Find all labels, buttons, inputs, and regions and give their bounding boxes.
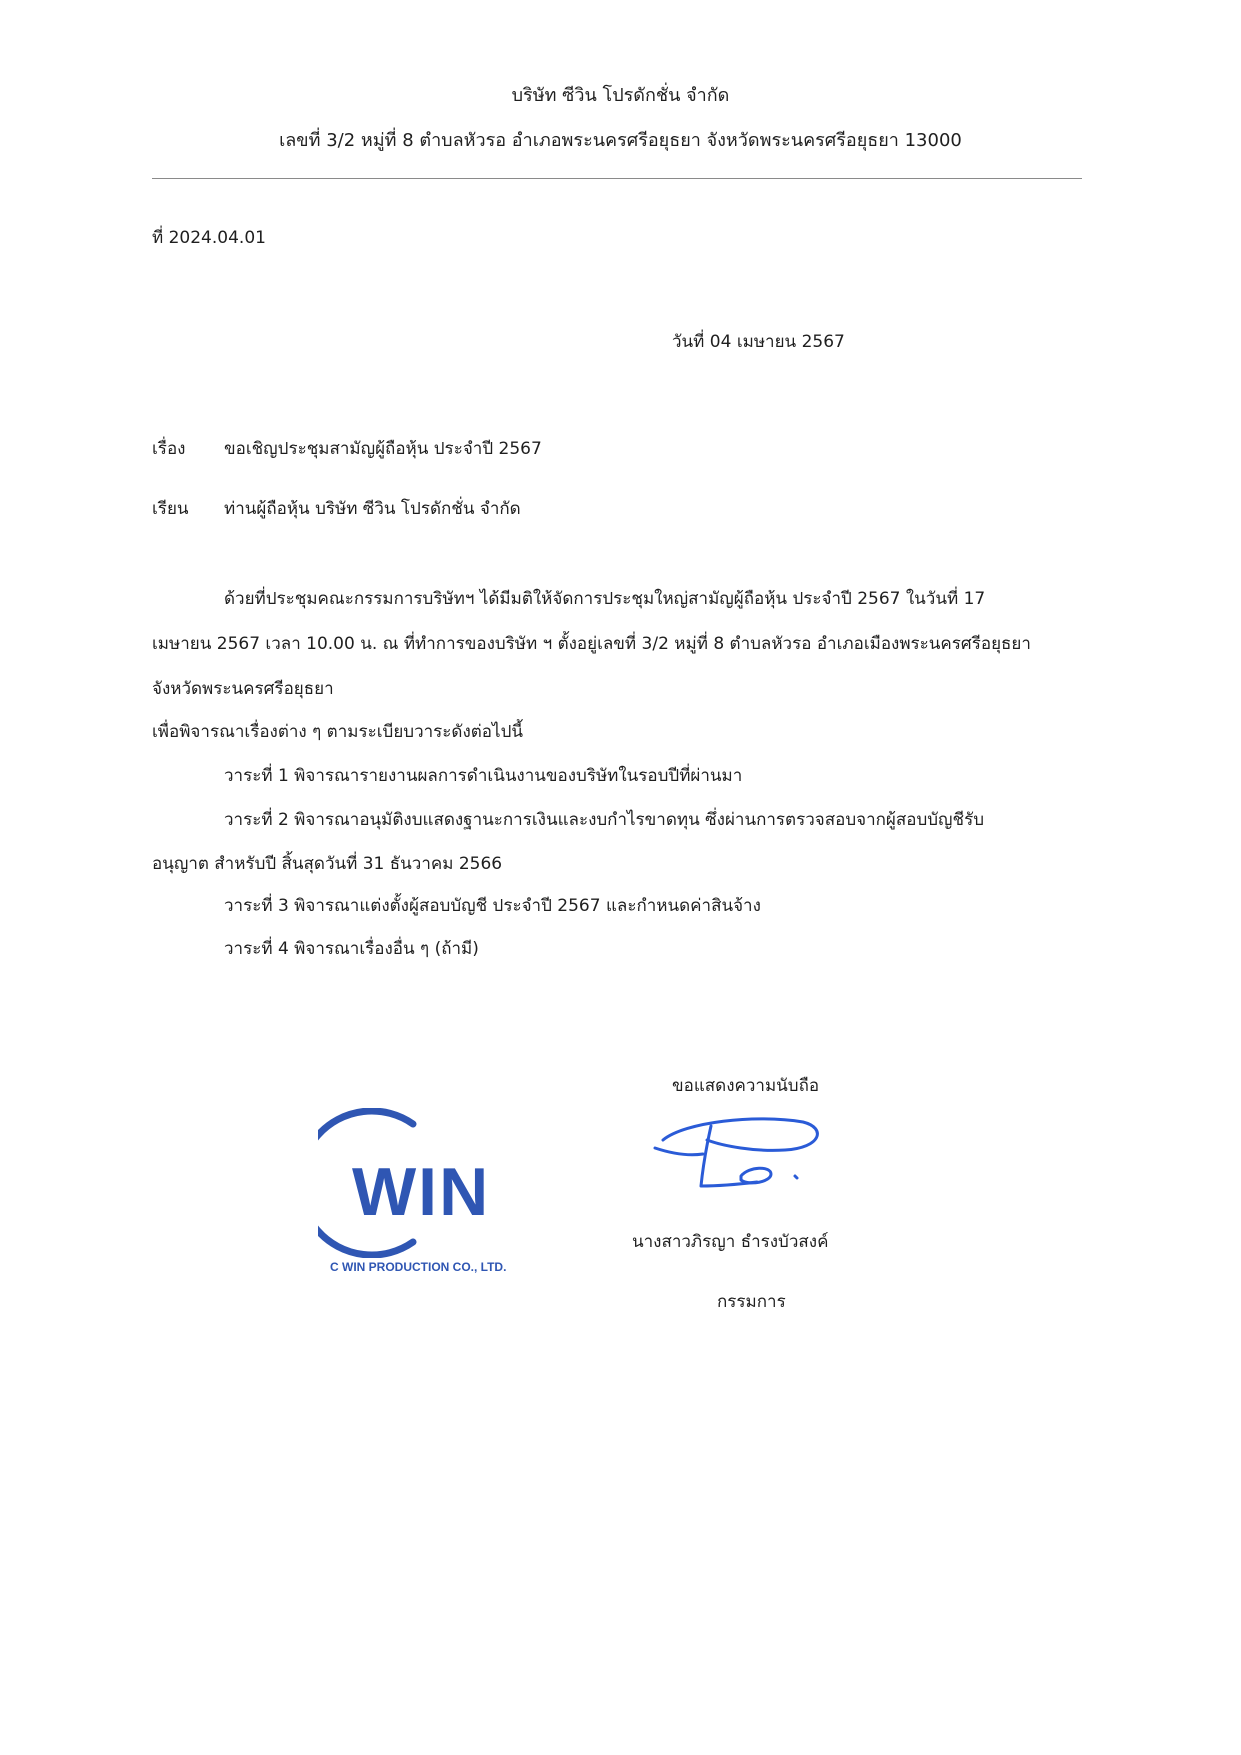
signer-name: นางสาวภิรญา ธำรงบัวสงค์ [632, 1232, 829, 1252]
company-address: เลขที่ 3/2 หมู่ที่ 8 ตำบลหัวรอ อำเภอพระนครศรีอยุธยา จังหวัดพระนครศรีอยุธยา 13000 [279, 130, 962, 151]
agenda-item-4: วาระที่ 4 พิจารณาเรื่องอื่น ๆ (ถ้ามี) [224, 939, 479, 959]
signature-mark [645, 1110, 845, 1200]
logo-caption: C WIN PRODUCTION CO., LTD. [330, 1260, 507, 1274]
body-line-4: เพื่อพิจารณาเรื่องต่าง ๆ ตามระเบียบวาระดังต่อไปนี้ [152, 722, 523, 742]
recipient-text: ท่านผู้ถือหุ้น บริษัท ซีวิน โปรดักชั่น จำกัด [224, 499, 521, 519]
agenda-item-2: วาระที่ 2 พิจารณาอนุมัติงบแสดงฐานะการเงินและงบกำไรขาดทุน ซึ่งผ่านการตรวจสอบจากผู้สอบบัญชีรับ [224, 810, 984, 830]
agenda-item-1: วาระที่ 1 พิจารณารายงานผลการดำเนินงานของบริษัทในรอบปีที่ผ่านมา [224, 766, 743, 786]
body-line-2: เมษายน 2567 เวลา 10.00 น. ณ ที่ทำการของบริษัท ฯ ตั้งอยู่เลขที่ 3/2 หมู่ที่ 8 ตำบลหัวรอ อำเภอเมืองพระนครศรีอยุธยา [152, 634, 1031, 654]
agenda-item-3: วาระที่ 3 พิจารณาแต่งตั้งผู้สอบบัญชี ประจำปี 2567 และกำหนดค่าสินจ้าง [224, 896, 761, 916]
company-logo [318, 1108, 538, 1278]
letter-date: วันที่ 04 เมษายน 2567 [672, 332, 845, 352]
agenda-item-2-continued: อนุญาต สำหรับปี สิ้นสุดวันที่ 31 ธันวาคม 2566 [152, 854, 503, 874]
signer-title: กรรมการ [717, 1292, 786, 1312]
reference-number: ที่ 2024.04.01 [152, 228, 266, 248]
body-line-1: ด้วยที่ประชุมคณะกรรมการบริษัทฯ ได้มีมติให้จัดการประชุมใหญ่สามัญผู้ถือหุ้น ประจำปี 2567 ในวันที่ 17 [224, 589, 986, 609]
header-divider [152, 178, 1082, 179]
company-name: บริษัท ซีวิน โปรดักชั่น จำกัด [511, 85, 730, 106]
recipient-label: เรียน [152, 499, 189, 519]
subject-label: เรื่อง [152, 439, 186, 459]
subject-text: ขอเชิญประชุมสามัญผู้ถือหุ้น ประจำปี 2567 [224, 439, 542, 459]
closing-salutation: ขอแสดงความนับถือ [672, 1076, 820, 1096]
body-line-3: จังหวัดพระนครศรีอยุธยา [152, 679, 334, 699]
logo-wordmark: WIN [352, 1154, 491, 1230]
company-logo-mark [318, 1108, 538, 1258]
